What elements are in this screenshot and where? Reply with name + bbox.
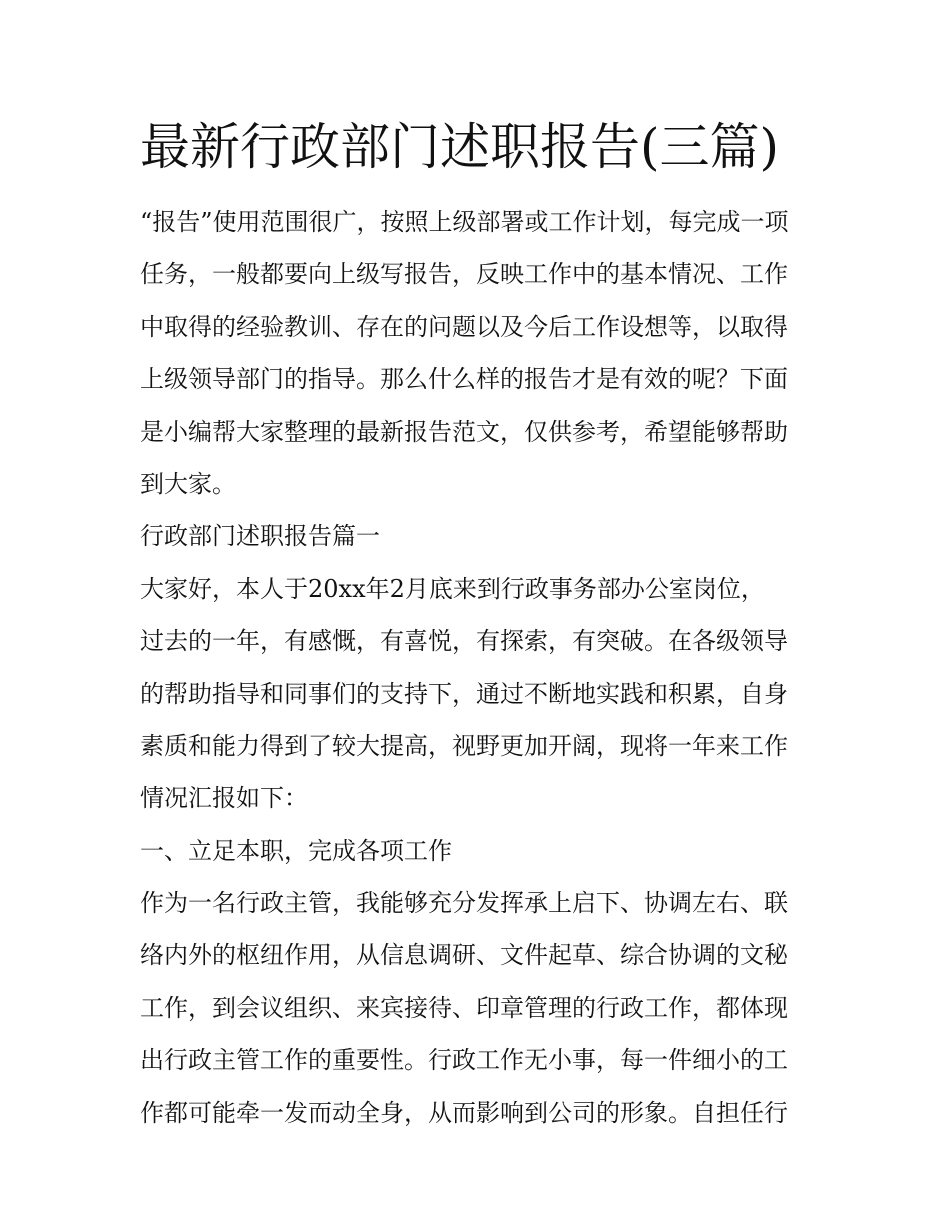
text-line: 络内外的枢纽作用，从信息调研、文件起草、综合协调的文秘 (140, 941, 788, 970)
text-line: 大家好，本人于20xx年2月底来到行政事务部办公室岗位， (140, 574, 765, 603)
document-title: 最新行政部门述职报告(三篇) (140, 118, 780, 176)
text-line: 作都可能牵一发而动全身，从而影响到公司的形象。自担任行 (140, 1098, 788, 1127)
text-line: 过去的一年，有感慨，有喜悦，有探索，有突破。在各级领导 (140, 627, 788, 656)
text-line: 任务，一般都要向上级写报告，反映工作中的基本情况、工作 (140, 260, 788, 289)
text-line: 素质和能力得到了较大提高，视野更加开阔，现将一年来工作 (140, 731, 788, 760)
text-line: 是小编帮大家整理的最新报告范文，仅供参考，希望能够帮助 (140, 417, 788, 446)
text-line: 作为一名行政主管，我能够充分发挥承上启下、协调左右、联 (140, 889, 788, 918)
text-line: 工作，到会议组织、来宾接待、印章管理的行政工作，都体现 (140, 993, 788, 1022)
text-line: 到大家。 (140, 469, 236, 498)
text-line: 出行政主管工作的重要性。行政工作无小事，每一件细小的工 (140, 1046, 788, 1075)
section-heading: 行政部门述职报告篇一 (140, 522, 380, 551)
section-heading: 一、立足本职，完成各项工作 (140, 836, 452, 865)
text-line: 情况汇报如下： (140, 784, 308, 813)
document-body (140, 196, 820, 1139)
text-line: 的帮助指导和同事们的支持下，通过不断地实践和积累，自身 (140, 679, 788, 708)
text-line: 上级领导部门的指导。那么什么样的报告才是有效的呢？下面 (140, 365, 788, 394)
text-line: 中取得的经验教训、存在的问题以及今后工作设想等，以取得 (140, 312, 788, 341)
text-line: “报告”使用范围很广，按照上级部署或工作计划，每完成一项 (140, 208, 789, 236)
